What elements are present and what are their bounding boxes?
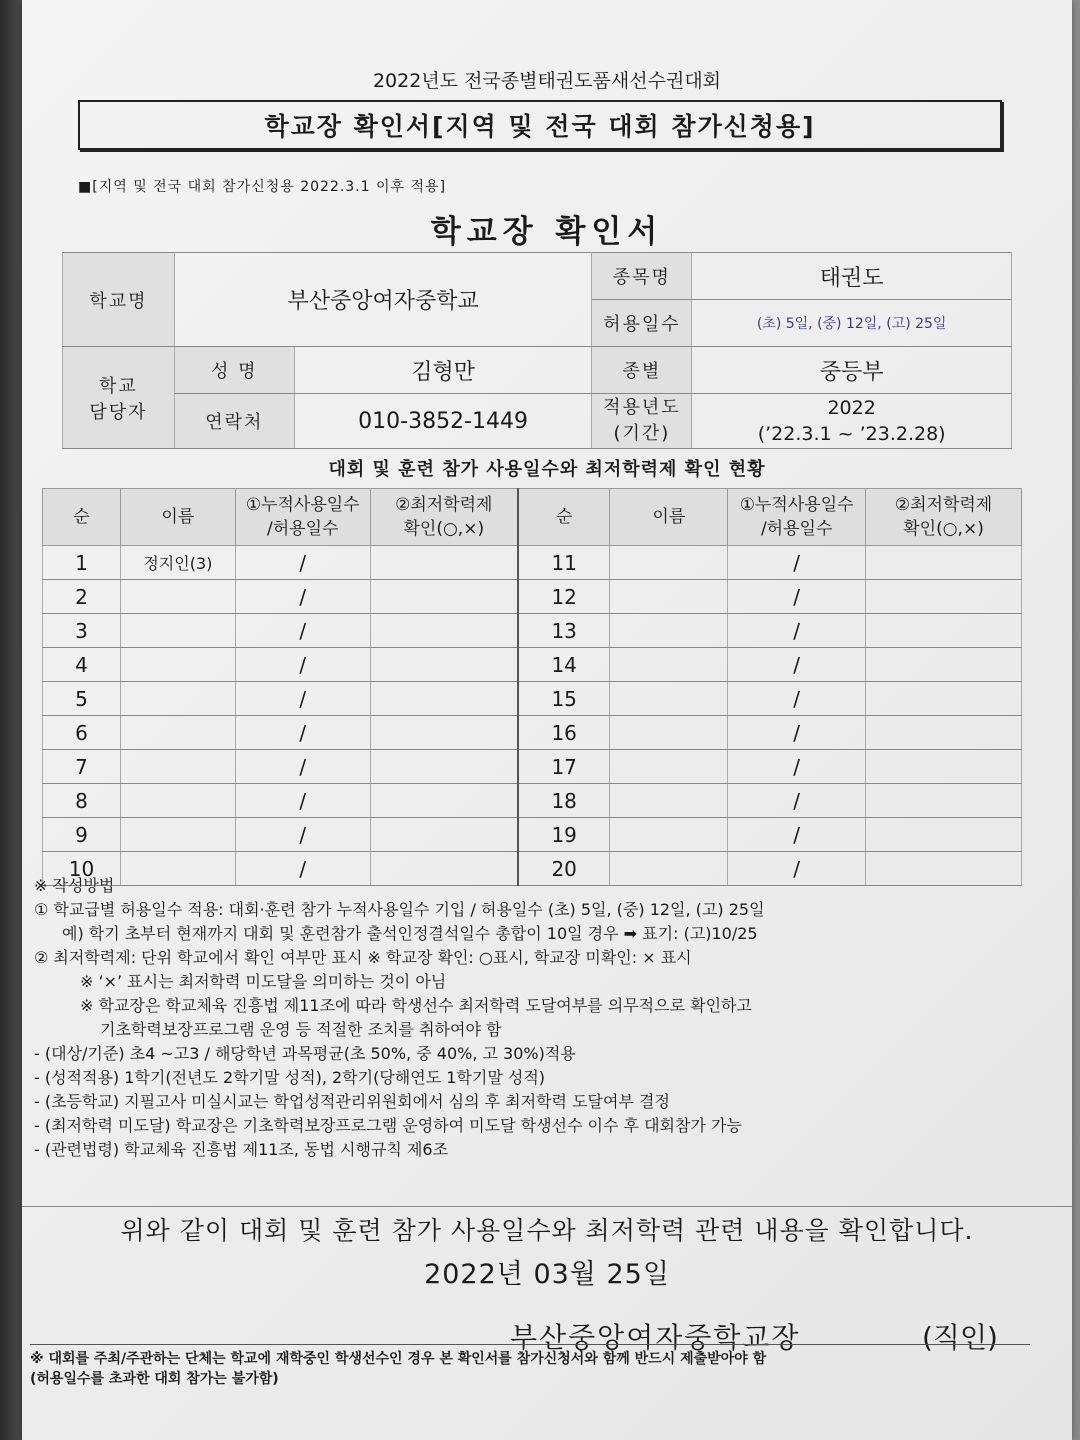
method-line-4: ※ ‘×’ 표시는 최저학력 미도달을 의미하는 것이 아님 (80, 972, 447, 991)
min-academic-check-right (866, 580, 1022, 614)
student-name-left (120, 818, 235, 852)
method-line-3: ② 최저학력제: 단위 학교에서 확인 여부만 표시 ※ 학교장 확인: ○표시, 학교장 미확인: × 표시 (34, 948, 692, 967)
used-days-left: / (235, 546, 370, 580)
student-name-right (610, 784, 728, 818)
used-days-left: / (235, 750, 370, 784)
document-title: 학교장 확인서 (430, 214, 664, 250)
min-academic-check-left (370, 648, 518, 682)
method-line-1: ① 학교급별 허용일수 적용: 대회·훈련 참가 누적사용일수 기입 / 허용일수 (초) 5일, (중) 12일, (고) 25일 (34, 900, 765, 919)
year-value (692, 394, 1012, 449)
division-label: 종별 (592, 347, 692, 394)
method-title: ※ 작성방법 (34, 876, 115, 895)
sport-value: 태권도 (692, 253, 1012, 300)
student-name-right (610, 818, 728, 852)
form-title-box (78, 100, 1002, 150)
phone-value: 010-3852-1449 (294, 394, 592, 449)
header-min-left (370, 489, 518, 546)
used-days-left: / (235, 614, 370, 648)
header-min-right-line2: 확인(○,×) (903, 519, 984, 539)
usage-row (43, 682, 1022, 716)
usage-row (43, 546, 1022, 580)
header-min-left-line2: 확인(○,×) (403, 519, 485, 539)
row-number-left: 4 (43, 648, 121, 682)
min-academic-check-left (370, 546, 518, 580)
usage-table (42, 488, 1022, 886)
year-value-line2: (’22.3.1 ~ ’23.2.28) (757, 423, 946, 445)
usage-row (43, 784, 1022, 818)
min-academic-check-left (370, 716, 518, 750)
method-line-9: - (초등학교) 지필고사 미실시교는 학업성적관리위원회에서 심의 후 최저학력 도달여부 결정 (34, 1092, 670, 1111)
min-academic-check-right (866, 648, 1022, 682)
form-title: 학교장 확인서[지역 및 전국 대회 참가신청용] (264, 112, 816, 141)
used-days-right: / (728, 580, 866, 614)
header-no-right: 순 (518, 489, 610, 546)
student-name-left (120, 580, 235, 614)
student-name-right (610, 682, 728, 716)
header-no-left: 순 (43, 489, 121, 546)
student-name-left (120, 784, 235, 818)
min-academic-check-right (866, 614, 1022, 648)
year-label-line2: (기간) (613, 423, 671, 444)
contact-person-label-line2: 담당자 (89, 401, 148, 423)
min-academic-check-left (370, 818, 518, 852)
method-line-11: - (관련법령) 학교체육 진흥법 제11조, 동법 시행규칙 제6조 (34, 1140, 449, 1159)
min-academic-check-right (866, 682, 1022, 716)
student-name-right (610, 546, 728, 580)
min-academic-check-right (866, 546, 1022, 580)
method-line-7: - (대상/기준) 초4 ~고3 / 해당학년 과목평균(초 50%, 중 40%, 고 30%)적용 (34, 1044, 576, 1063)
student-name-left (120, 682, 235, 716)
header-min-right-line1: ②최저학력제 (894, 495, 993, 515)
min-academic-check-left (370, 614, 518, 648)
used-days-right: / (728, 546, 866, 580)
min-academic-check-right (866, 818, 1022, 852)
year-value-line1: 2022 (827, 397, 876, 419)
row-number-left: 2 (43, 580, 121, 614)
used-days-left: / (235, 648, 370, 682)
footer-line-2: (허용일수를 초과한 대회 참가는 불가함) (30, 1371, 279, 1387)
usage-row (43, 716, 1022, 750)
sport-label: 종목명 (592, 253, 692, 300)
header-name-right: 이름 (610, 489, 728, 546)
min-academic-check-left (370, 682, 518, 716)
person-name-label: 성 명 (174, 347, 294, 394)
usage-row (43, 648, 1022, 682)
school-name-label: 학교명 (63, 253, 175, 347)
method-line-10: - (최저학력 미도달) 학교장은 기초학력보장프로그램 운영하여 미도달 학생선수 이수 후 대회참가 가능 (34, 1116, 742, 1135)
used-days-right: / (728, 784, 866, 818)
usage-row (43, 580, 1022, 614)
phone-label: 연락처 (174, 394, 294, 449)
used-days-left: / (235, 784, 370, 818)
header-days-left-line2: /허용일수 (267, 519, 339, 539)
usage-table-body (43, 546, 1022, 886)
competition-name: 2022년도 전국종별태권도품새선수권대회 (372, 70, 722, 92)
header-days-right-line1: ①누적사용일수 (739, 495, 854, 515)
student-name-right (610, 716, 728, 750)
student-name-right (610, 614, 728, 648)
school-name-value: 부산중앙여자중학교 (174, 253, 592, 347)
method-line-8: - (성적적용) 1학기(전년도 2학기말 성적), 2학기(당해연도 1학기말 성적) (34, 1068, 546, 1087)
signature-date: 2022년 03월 25일 (424, 1259, 670, 1290)
min-academic-check-right (866, 750, 1022, 784)
used-days-left: / (235, 580, 370, 614)
year-label-line1: 적용년도 (603, 397, 681, 418)
official-seal-label: (직인) (922, 1321, 998, 1354)
row-number-right: 18 (518, 784, 610, 818)
row-number-right: 14 (518, 648, 610, 682)
principal-name: 부산중앙여자중학교장 (510, 1321, 801, 1354)
row-number-right: 13 (518, 614, 610, 648)
student-name-left (120, 716, 235, 750)
header-name-left: 이름 (120, 489, 235, 546)
allowed-days-value: (초) 5일, (중) 12일, (고) 25일 (692, 300, 1012, 347)
header-days-left-line1: ①누적사용일수 (245, 495, 360, 515)
footer-line-1: ※ 대회를 주최/주관하는 단체는 학교에 재학중인 학생선수인 경우 본 확인서를 참가신청서와 함께 반드시 제출받아야 함 (30, 1351, 767, 1367)
used-days-left: / (235, 818, 370, 852)
method-line-2: 예) 학기 초부터 현재까지 대회 및 훈련참가 출석인정결석일수 총합이 10일 경우 ➡ 표기: (고)10/25 (62, 924, 758, 943)
min-academic-check-right (866, 784, 1022, 818)
header-min-right (866, 489, 1022, 546)
header-min-left-line1: ②최저학력제 (395, 495, 493, 515)
row-number-left: 5 (43, 682, 121, 716)
row-number-left: 9 (43, 818, 121, 852)
row-number-right: 16 (518, 716, 610, 750)
usage-row (43, 614, 1022, 648)
header-days-right-line2: /허용일수 (760, 519, 833, 539)
usage-row (43, 750, 1022, 784)
min-academic-check-right (866, 716, 1022, 750)
method-line-5: ※ 학교장은 학교체육 진흥법 제11조에 따라 학생선수 최저학력 도달여부를 의무적으로 확인하고 (80, 996, 752, 1015)
allowed-days-label: 허용일수 (592, 300, 692, 347)
row-number-right: 20 (518, 852, 610, 886)
row-number-left: 8 (43, 784, 121, 818)
used-days-right: / (728, 648, 866, 682)
used-days-right: / (728, 682, 866, 716)
division-value: 중등부 (692, 347, 1012, 394)
student-name-left (120, 750, 235, 784)
used-days-right: / (728, 614, 866, 648)
row-number-left: 7 (43, 750, 121, 784)
row-number-right: 12 (518, 580, 610, 614)
student-name-left: 정지인(3) (120, 546, 235, 580)
row-number-right: 19 (518, 818, 610, 852)
row-number-right: 15 (518, 682, 610, 716)
used-days-right: / (728, 750, 866, 784)
row-number-right: 17 (518, 750, 610, 784)
row-number-left: 3 (43, 614, 121, 648)
row-number-left: 6 (43, 716, 121, 750)
usage-section-title: 대회 및 훈련 참가 사용일수와 최저학력제 확인 현황 (328, 459, 766, 480)
row-number-left: 1 (43, 546, 121, 580)
contact-person-label (63, 347, 175, 449)
method-line-6: 기초학력보장프로그램 운영 등 적절한 조치를 취하여야 함 (100, 1020, 502, 1039)
usage-header-row (43, 489, 1022, 546)
row-number-right: 11 (518, 546, 610, 580)
document-page (22, 0, 1072, 1440)
contact-person-label-line1: 학교 (99, 375, 138, 397)
student-name-left (120, 648, 235, 682)
used-days-left: / (235, 716, 370, 750)
apply-note: ■[지역 및 전국 대회 참가신청용 2022.3.1 이후 적용] (78, 179, 447, 195)
writing-method (34, 874, 1044, 1162)
min-academic-check-left (370, 750, 518, 784)
used-days-right: / (728, 852, 866, 886)
header-days-left (235, 489, 370, 546)
usage-row (43, 818, 1022, 852)
row-number-left: 10 (43, 852, 121, 886)
used-days-left: / (235, 682, 370, 716)
school-info-table (62, 252, 1012, 449)
used-days-right: / (728, 716, 866, 750)
min-academic-check-left (370, 580, 518, 614)
used-days-left: / (235, 852, 370, 886)
confirmation-statement: 위와 같이 대회 및 훈련 참가 사용일수와 최저학력 관련 내용을 확인합니다. (22, 1206, 1072, 1247)
person-name-value: 김형만 (294, 347, 592, 394)
student-name-right (610, 648, 728, 682)
year-label (592, 394, 692, 449)
student-name-left (120, 614, 235, 648)
min-academic-check-left (370, 784, 518, 818)
student-name-right (610, 580, 728, 614)
student-name-right (610, 750, 728, 784)
used-days-right: / (728, 818, 866, 852)
header-days-right (728, 489, 866, 546)
footer-note (30, 1344, 1030, 1389)
